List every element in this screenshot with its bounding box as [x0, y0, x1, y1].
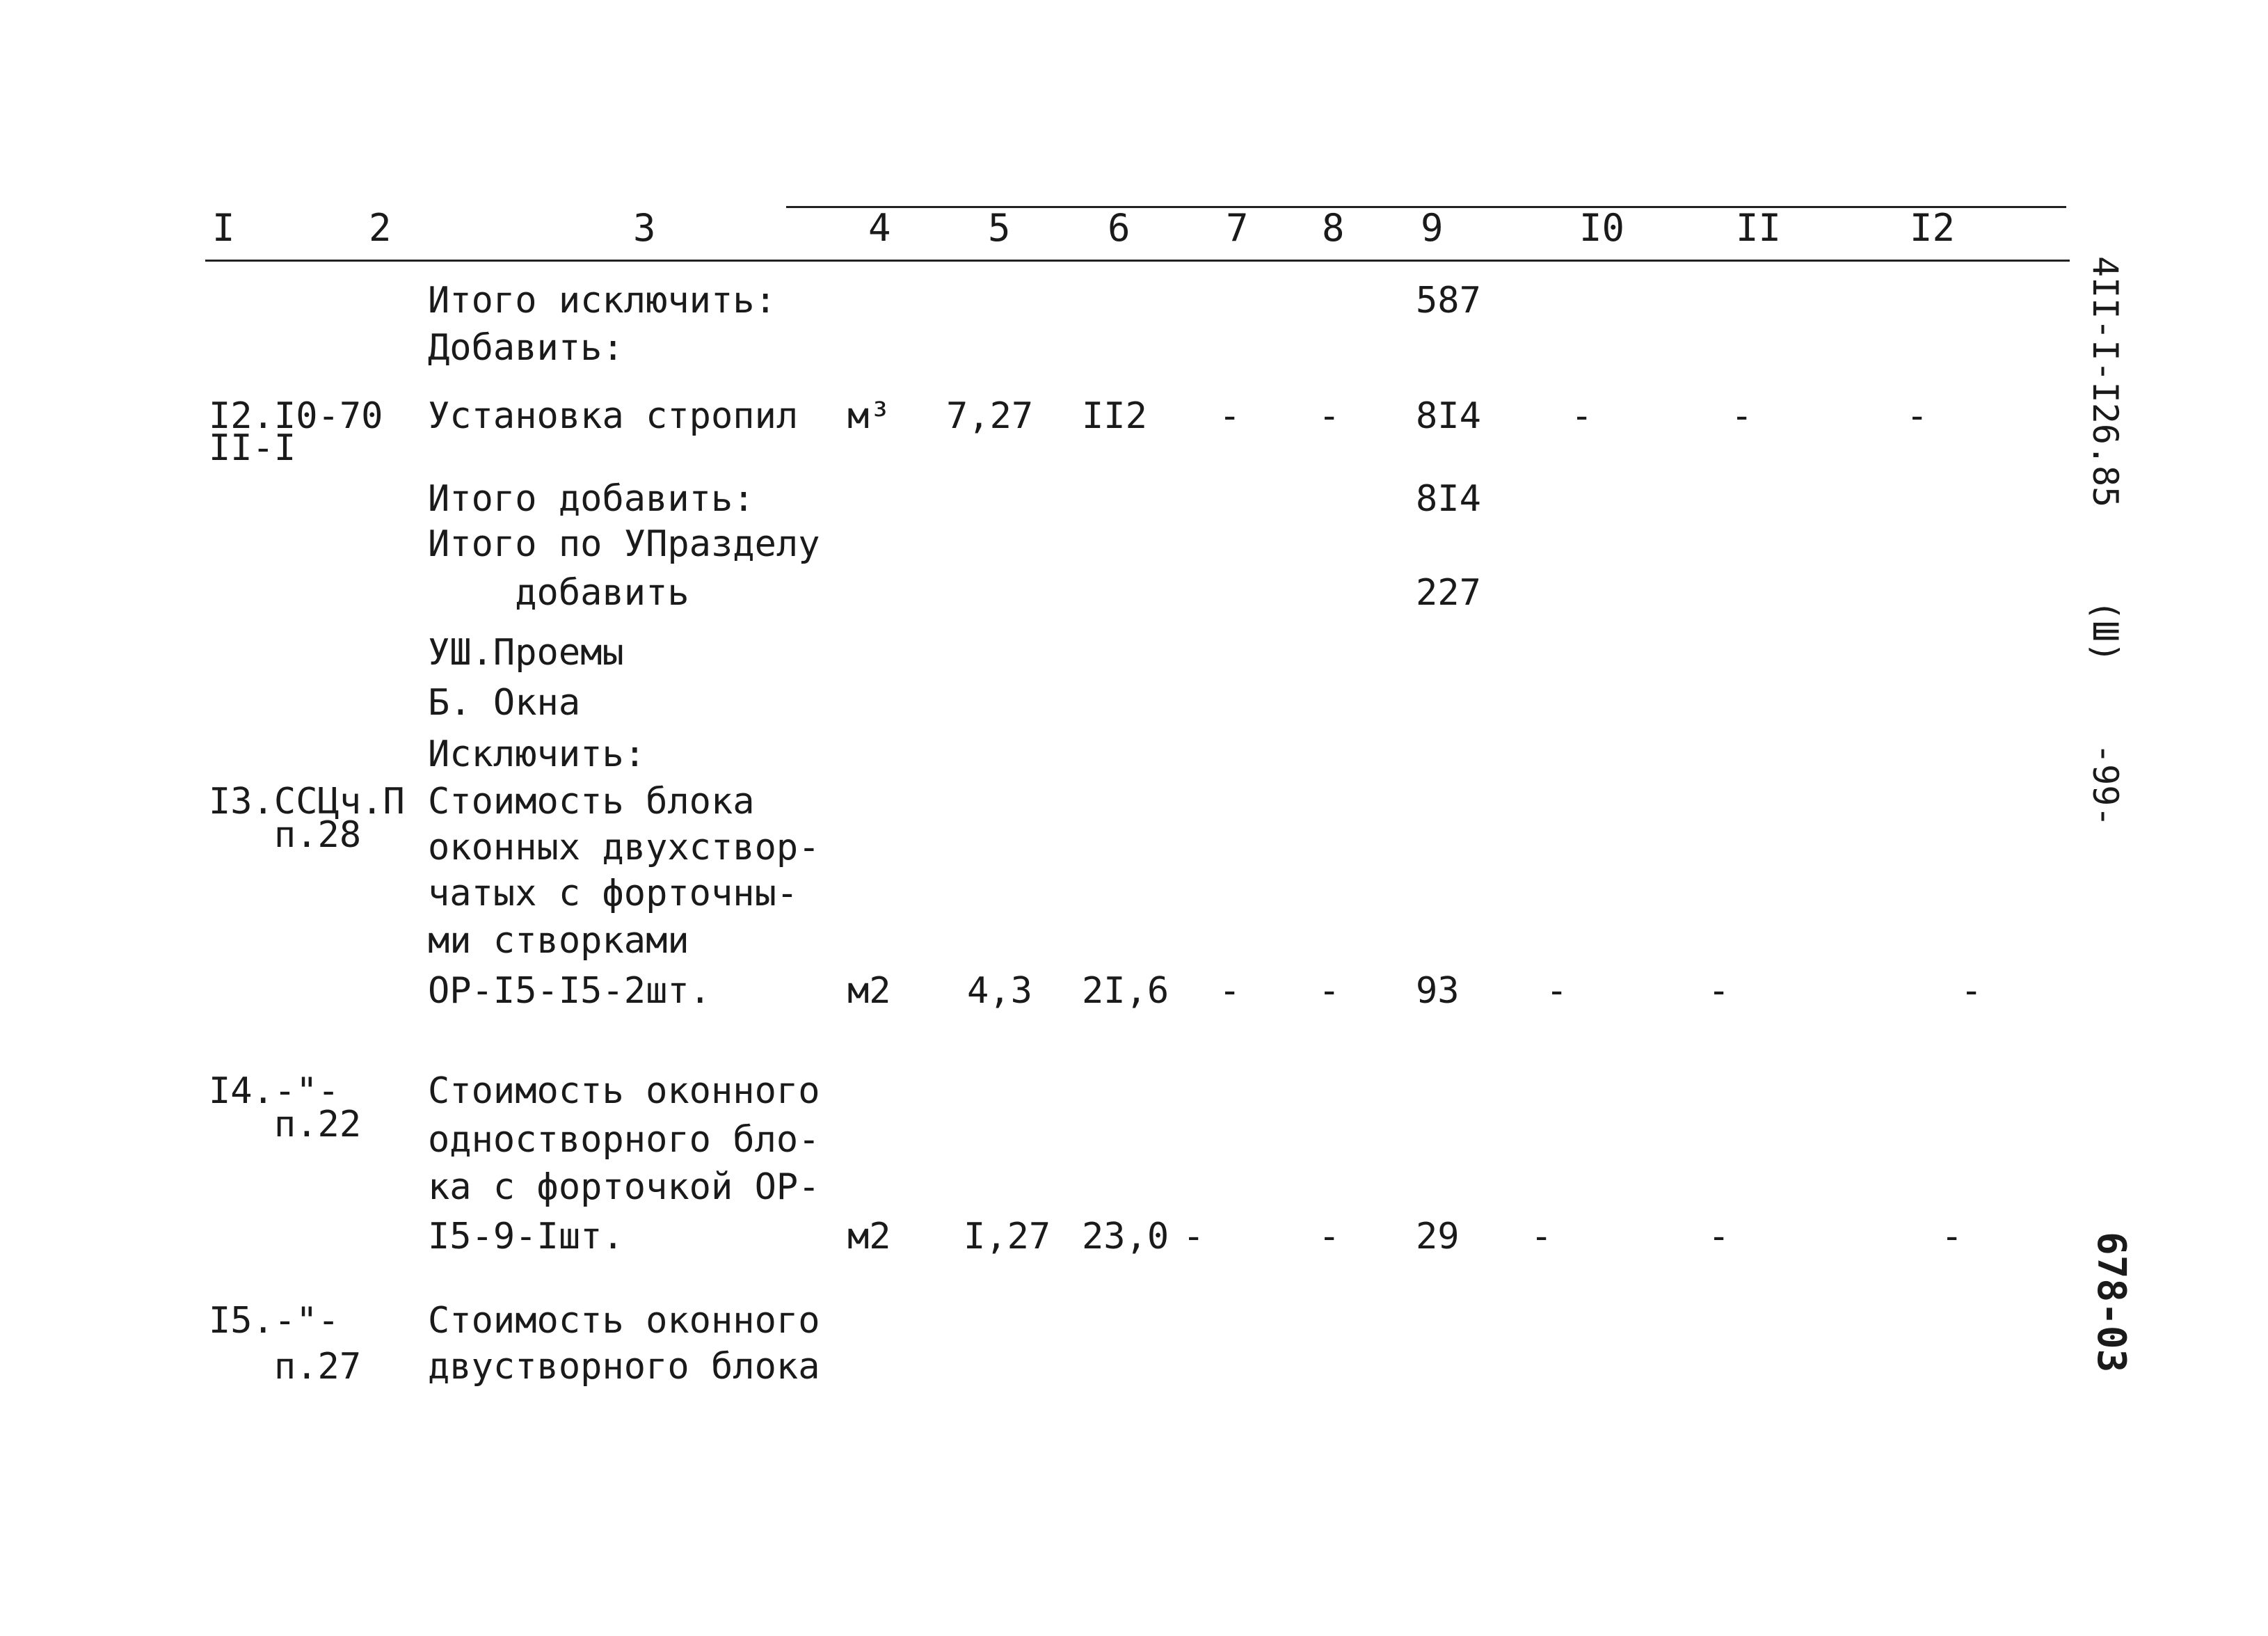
row-description: Итого добавить: — [428, 478, 755, 520]
row-col7: - — [1219, 395, 1241, 437]
row-col7: - — [1219, 970, 1241, 1012]
col-header-6: 6 — [1108, 206, 1131, 250]
row-col9: 8I4 — [1416, 478, 1481, 520]
row-col9: 93 — [1416, 970, 1460, 1012]
row-description: Стоимость оконного — [428, 1300, 820, 1342]
row-code — [209, 1299, 361, 1389]
row-description: Стоимость оконного — [428, 1070, 820, 1112]
col-header-5: 5 — [988, 206, 1011, 250]
row-col11: - — [1708, 1216, 1730, 1257]
row-col12: - — [1941, 1216, 1963, 1257]
row-unit: м³ — [847, 395, 891, 437]
col-header-4: 4 — [868, 206, 891, 250]
row-col9: 587 — [1416, 280, 1481, 321]
section-heading: УШ.Проемы — [428, 632, 624, 674]
row-col12: - — [1906, 395, 1928, 437]
row-col5: 4,3 — [967, 970, 1032, 1012]
col-header-8: 8 — [1322, 206, 1345, 250]
col-header-10: I0 — [1579, 206, 1625, 250]
row-col11: - — [1708, 970, 1730, 1012]
row-code — [209, 1069, 361, 1147]
row-code-line1: I4.-"- — [209, 1070, 340, 1112]
row-col5: I,27 — [964, 1216, 1051, 1257]
row-code — [209, 779, 405, 857]
row-unit: м2 — [847, 1216, 891, 1257]
col-header-2: 2 — [369, 206, 392, 250]
row-col6: 23,0 — [1082, 1216, 1169, 1257]
col-header-12: I2 — [1910, 206, 1956, 250]
row-description: ка с форточкой ОР- — [428, 1166, 820, 1208]
row-col8: - — [1318, 970, 1341, 1012]
row-code-line1: I5.-"- — [209, 1300, 340, 1342]
row-description: ОР-I5-I5-2шт. — [428, 970, 711, 1012]
row-code — [209, 394, 383, 470]
row-description: Стоимость блока — [428, 781, 755, 823]
row-col6: 2I,6 — [1082, 970, 1169, 1012]
subsection-heading: Б. Окна — [428, 682, 581, 724]
row-col7: - — [1183, 1216, 1205, 1257]
row-col9: 8I4 — [1416, 395, 1481, 437]
col-header-7: 7 — [1226, 206, 1249, 250]
col-header-3: 3 — [633, 206, 656, 250]
row-description: Установка стропил — [428, 395, 799, 437]
row-description: двустворного блока — [428, 1346, 820, 1388]
row-description: добавить — [428, 572, 689, 614]
row-description: ми створками — [428, 920, 689, 962]
row-col10: - — [1546, 970, 1568, 1012]
row-code-line1: I3.ССЦч.П — [209, 781, 405, 823]
row-description: одностворного бло- — [428, 1119, 820, 1161]
margin-document-code: 4II-I-I26.85 — [2085, 256, 2125, 508]
row-code-line2: п.27 — [209, 1346, 362, 1388]
row-col5: 7,27 — [946, 395, 1034, 437]
header-bottom-rule — [205, 260, 2070, 262]
col-header-9: 9 — [1421, 206, 1444, 250]
row-unit: м2 — [847, 970, 891, 1012]
row-col9: 29 — [1416, 1216, 1460, 1257]
margin-part-marker: (Ш) — [2085, 600, 2125, 663]
row-description: I5-9-Iшт. — [428, 1216, 624, 1257]
row-description: Итого исключить: — [428, 280, 776, 321]
margin-page-number: -99- — [2085, 743, 2125, 827]
row-description: Добавить: — [428, 327, 624, 369]
row-col8: - — [1318, 395, 1341, 437]
row-code-line1: I2.I0-70 — [209, 395, 383, 437]
row-col11: - — [1731, 395, 1753, 437]
row-description: оконных двухствор- — [428, 827, 820, 868]
row-col8: - — [1318, 1216, 1341, 1257]
margin-stamp-number: 678-03 — [2089, 1232, 2134, 1373]
row-code-line2: п.28 — [209, 814, 362, 856]
col-header-1: I — [212, 206, 235, 250]
row-description: Итого по УПразделу — [428, 523, 820, 565]
col-header-11: II — [1736, 206, 1782, 250]
row-code-line2: II-I — [209, 427, 296, 469]
row-col10: - — [1571, 395, 1593, 437]
row-description: Исключить: — [428, 733, 646, 775]
row-description: чатых с форточны- — [428, 873, 799, 914]
row-col6: II2 — [1082, 395, 1147, 437]
row-col12: - — [1960, 970, 1983, 1012]
row-col10: - — [1531, 1216, 1553, 1257]
row-code-line2: п.22 — [209, 1104, 362, 1145]
row-col9: 227 — [1416, 572, 1481, 614]
